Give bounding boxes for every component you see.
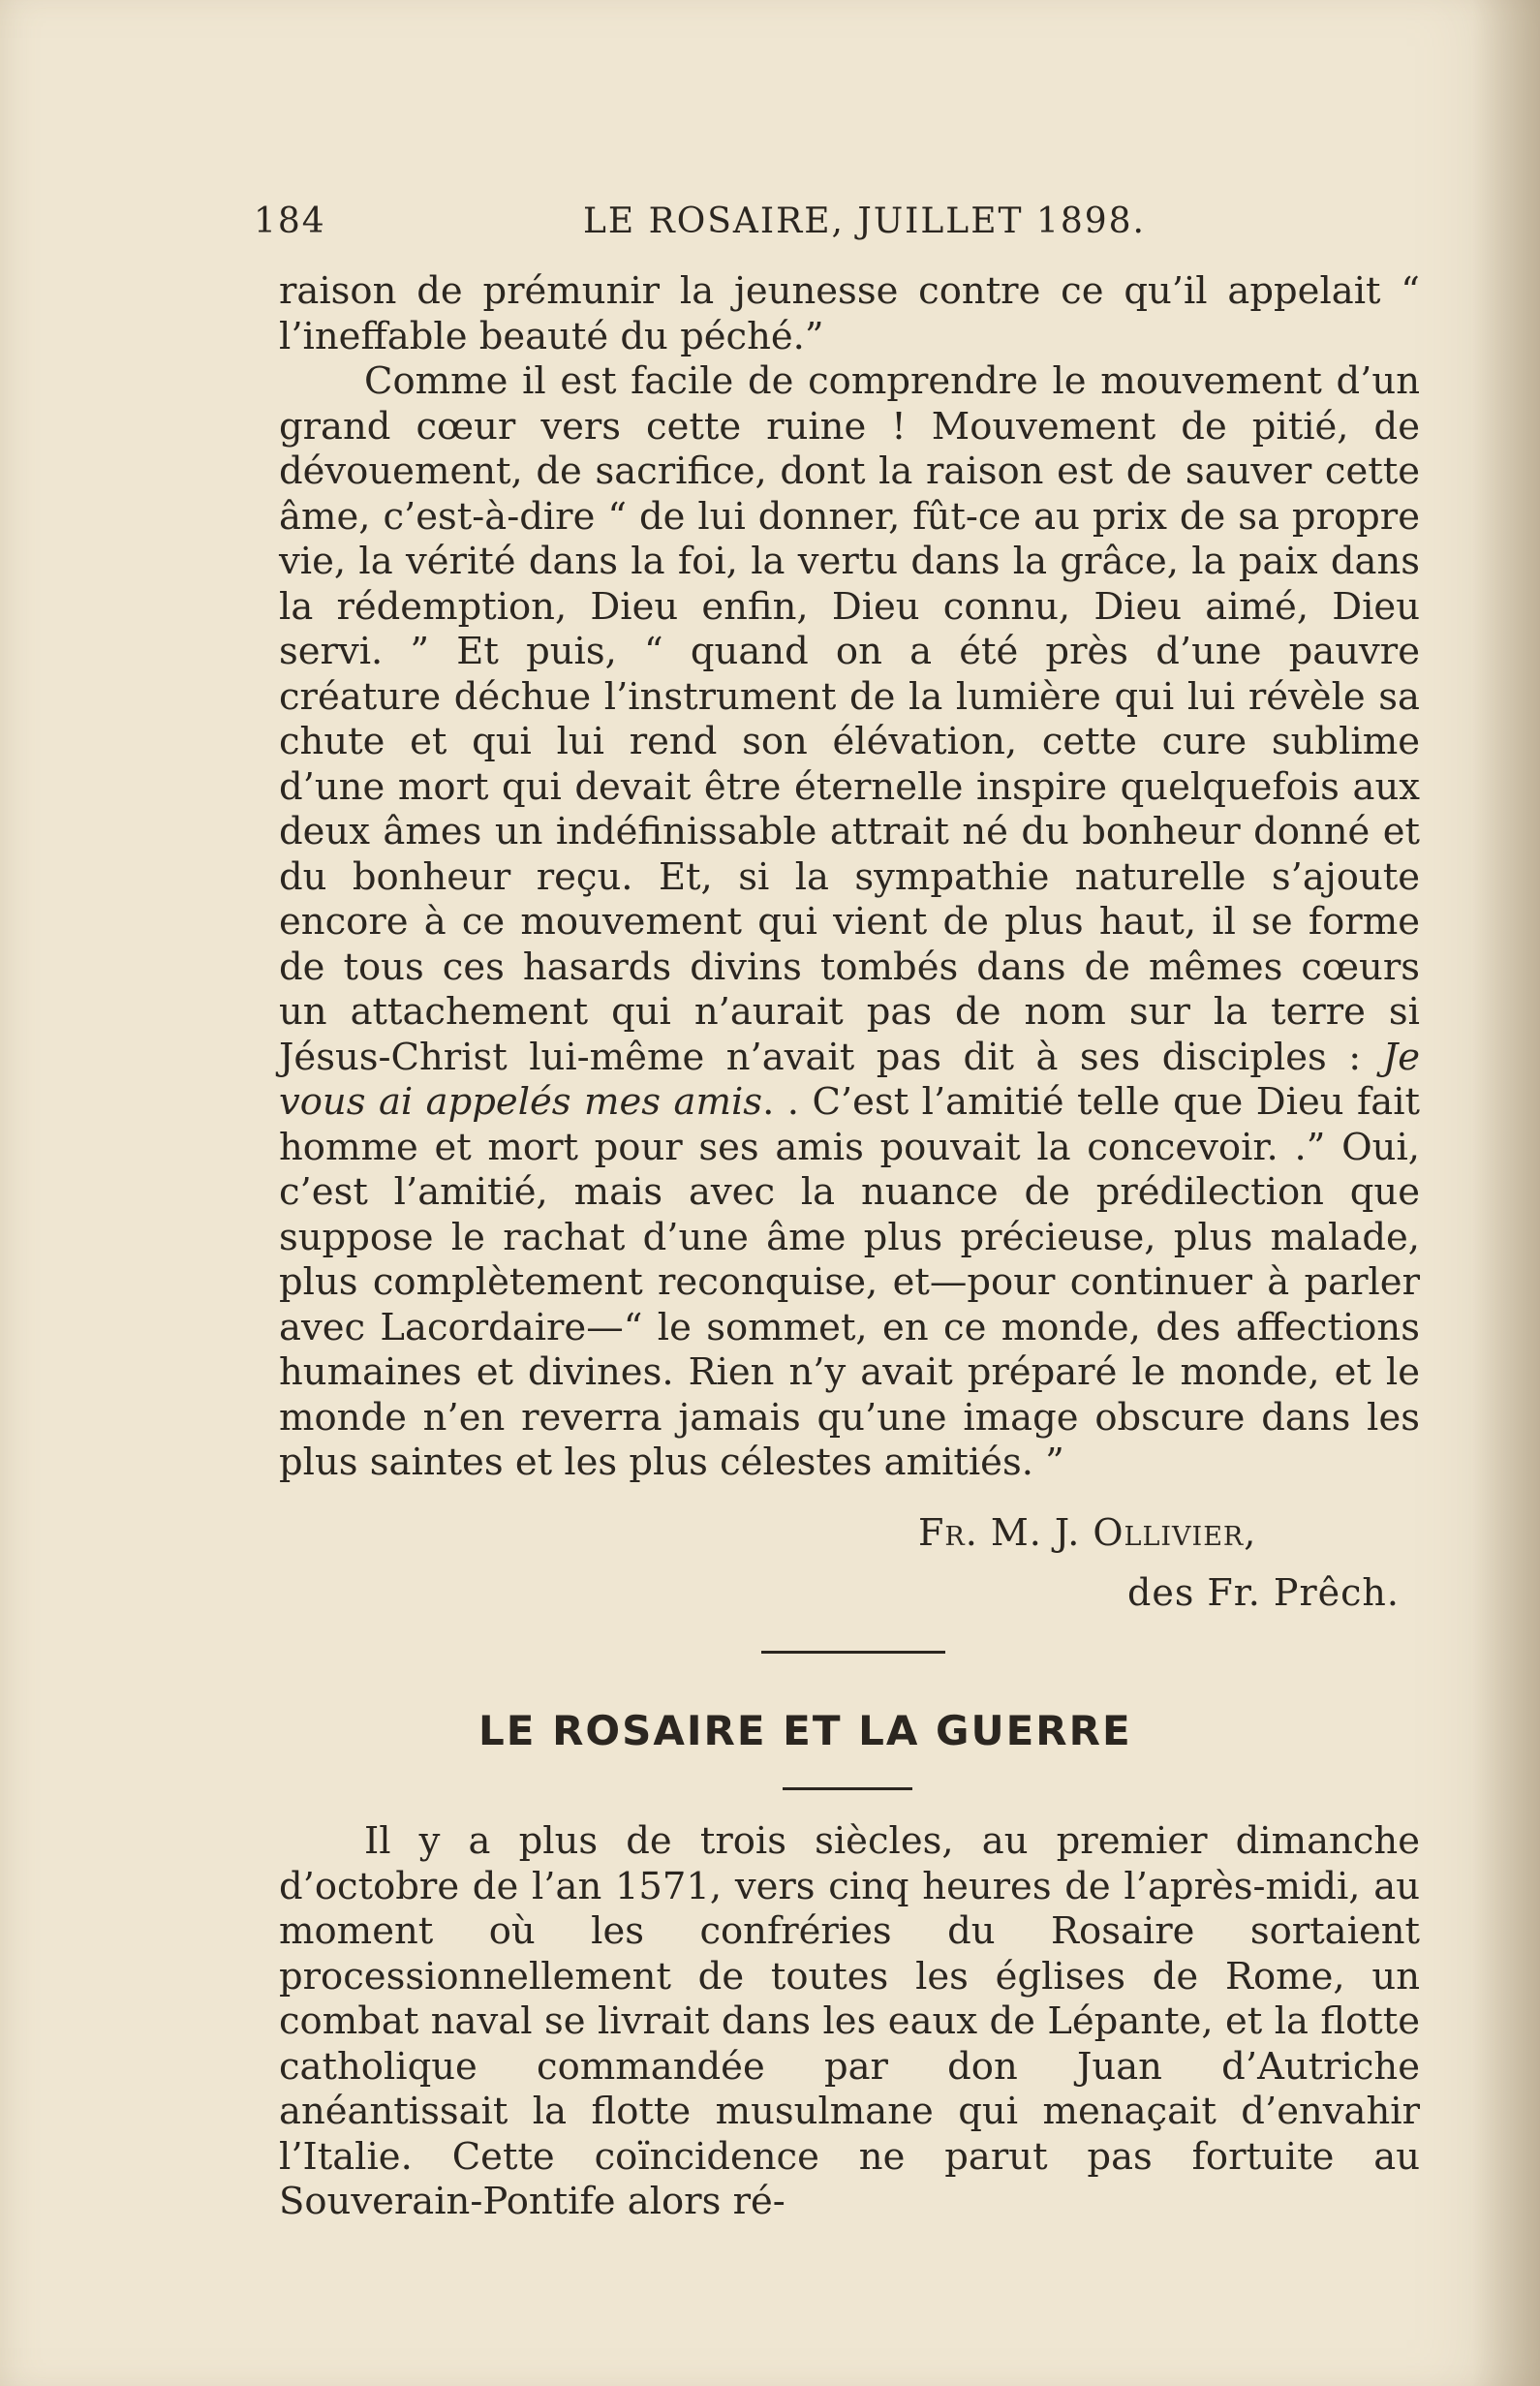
article-body (279, 1819, 1420, 2225)
paragraph-text: . . C’est l’amitié telle que Dieu fait homme et mort pour ses amis pouvait la concevoir. .” Oui, c’est l’amitié, mais avec la nuance de prédilection que suppose le rachat d’une âme plus précieuse, plus malade, plus complètement reconquise, et—pour continuer à parler avec Lacordaire—“ le sommet, en ce monde, des affections humaines et divines. Rien n’y avait préparé le monde, et le monde n’en reverra jamais qu’une image obscure dans les plus saintes et les plus célestes amitiés. ” (279, 1080, 1420, 1484)
page-number: 184 (254, 201, 326, 241)
italic-quote: Je vous ai appelés mes amis (279, 1035, 1420, 1124)
article-heading: LE ROSAIRE ET LA GUERRE (478, 1707, 1132, 1754)
paragraph (279, 359, 1420, 1486)
author-signature: Fr. M. J. Ollivier, (918, 1511, 1257, 1554)
paragraph-text: Comme il est facile de comprendre le mouvement d’un grand cœur vers cette ruine ! Mouvement de pitié, de dévouement, de sacrifice, dont la raison est de sauver cette âme, c’est-à-dire “ de lui donner, fût-ce au prix de sa propre vie, la vérité dans la foi, la vertu dans la grâce, la paix dans la rédemption, Dieu enfin, Dieu connu, Dieu aimé, Dieu servi. ” Et puis, “ quand on a été près d’une pauvre créature déchue l’instrument de la lumière qui lui révèle sa chute et qui lui rend son élévation, cette cure sublime d’une mort qui devait être éternelle inspire quelquefois aux deux âmes un indéfinissable attrait né du bonheur donné et du bonheur reçu. Et, si la sympathie naturelle s’ajoute encore à ce mouvement qui vient de plus haut, il se forme de tous ces hasards divins tombés dans de mêmes cœurs un attachement qui n’aurait pas de nom sur la terre si Jésus-Christ lui-même n’avait pas dit à ses disciples : (279, 359, 1420, 1079)
paragraph: raison de prémunir la jeunesse contre ce qu’il appelait “ l’ineffable beauté du péché.” (279, 269, 1420, 358)
author-affiliation: des Fr. Prêch. (1127, 1571, 1400, 1614)
heading-rule (783, 1787, 912, 1790)
article-body (279, 269, 1420, 1486)
running-title: LE ROSAIRE, JUILLET 1898. (583, 201, 1146, 241)
section-divider (761, 1651, 945, 1654)
page-edge-shadow (1472, 0, 1540, 2386)
paragraph: Il y a plus de trois siècles, au premier dimanche d’octobre de l’an 1571, vers cinq heures de l’après-midi, au moment où les confréries du Rosaire sortaient processionnellement de toutes les églises de Rome, un combat naval se livrait dans les eaux de Lépante, et la flotte catholique commandée par don Juan d’Autriche anéantissait la flotte musulmane qui menaçait d’envahir l’Italie. Cette coïncidence ne parut pas fortuite au Souverain-Pontife alors ré- (279, 1819, 1420, 2223)
